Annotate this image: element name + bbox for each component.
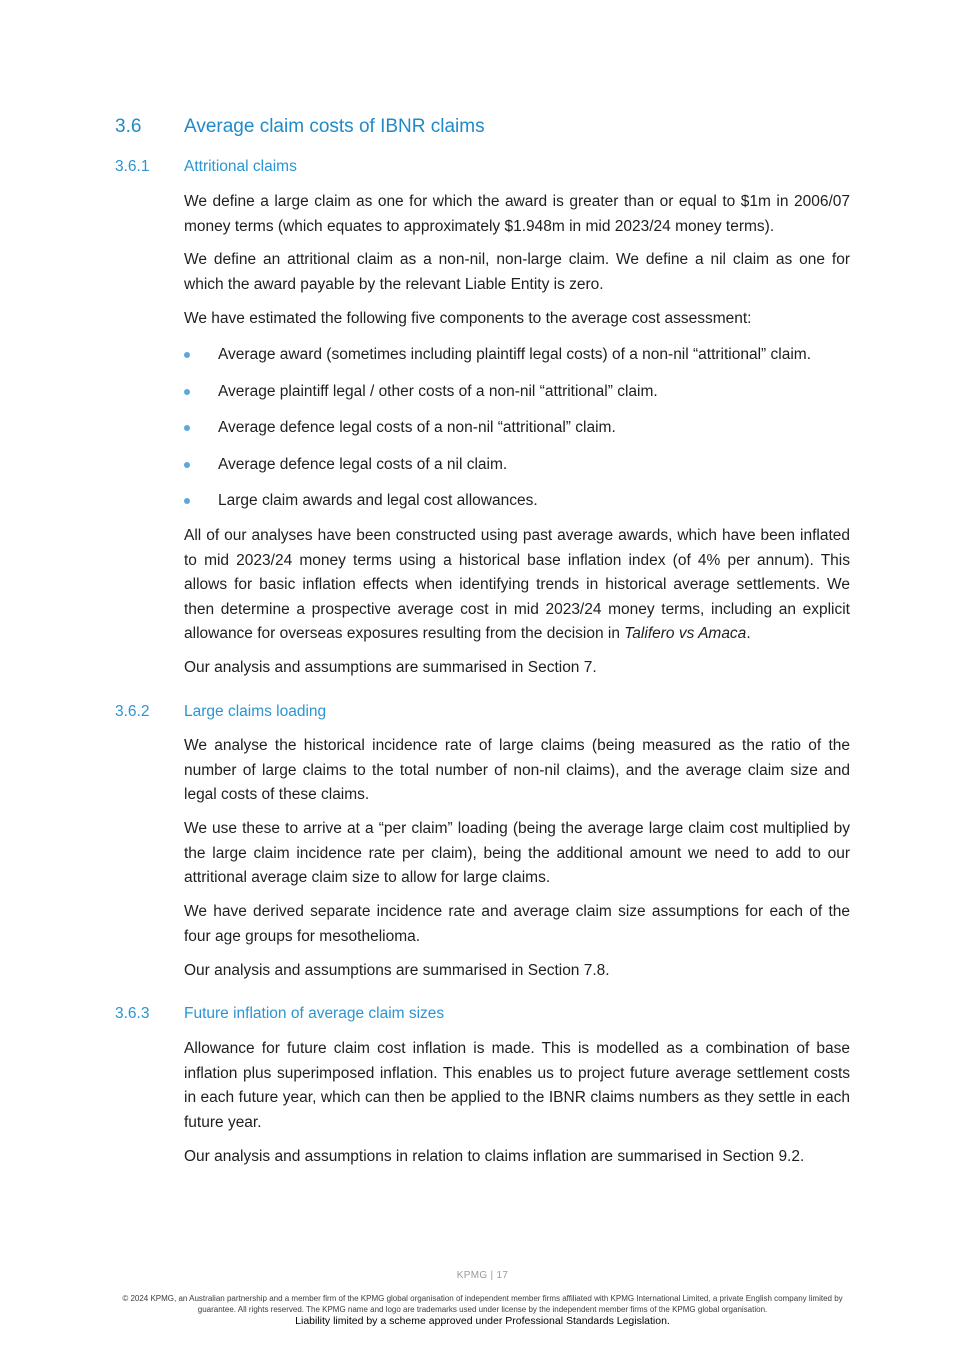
bullet-text: Average defence legal costs of a non-nil “attritional” claim. (218, 419, 616, 436)
copyright-notice: © 2024 KPMG, an Australian partnership and a member firm of the KPMG global organisation of independent member firms affiliated with KPMG International Limited, a private English company limited by guarantee. All rights reserved. The KPMG name and logo are trademarks used under license by the independent member firms of the KPMG global organisation. (122, 1294, 843, 1314)
bullet-text: Average defence legal costs of a nil claim. (218, 456, 508, 473)
bullet-text: Average award (sometimes including plaintiff legal costs) of a non-nil “attritional” claim. (218, 346, 812, 363)
paragraph-summary-ref: Our analysis and assumptions are summarised in Section 7. (184, 659, 597, 676)
paragraph-age-groups: We have derived separate incidence rate and average claim size assumptions for each of the four age groups for mesothelioma. (184, 903, 850, 945)
subsection-heading-inflation (115, 1005, 875, 1027)
paragraph-future-inflation: Allowance for future claim cost inflation is made. This is modelled as a combination of base inflation plus superimposed inflation. This enables us to project future average settlement costs in each future year, which can then be applied to the IBNR claims numbers as they settle in each future year. (184, 1040, 850, 1131)
section-title: Average claim costs of IBNR claims (184, 116, 485, 137)
subsection-heading-large-claims (115, 703, 875, 725)
subsection-title: Large claims loading (184, 703, 327, 720)
paragraph-analyses-method (184, 524, 850, 647)
bullet-item (184, 417, 874, 439)
bullet-text: Average plaintiff legal / other costs of a non-nil “attritional” claim. (218, 383, 658, 400)
subsection-number: 3.6.3 (115, 1005, 150, 1022)
bullet-item (184, 454, 874, 476)
paragraph-large-claim-definition: We define a large claim as one for which the award is greater than or equal to $1m in 2006/07 money terms (which equates to approximately $1.948m in mid 2023/24 money terms). (184, 193, 850, 235)
paragraph-summary-ref: Our analysis and assumptions in relation to claims inflation are summarised in Section 9.2. (184, 1148, 805, 1165)
subsection-title: Attritional claims (184, 158, 297, 175)
liability-notice: Liability limited by a scheme approved under Professional Standards Legislation. (295, 1315, 670, 1327)
paragraph-end: . (746, 625, 751, 642)
paragraph-attritional-definition: We define an attritional claim as a non-nil, non-large claim. We define a nil claim as one for which the award payable by the relevant Liable Entity is zero. (184, 251, 850, 293)
bullet-dot-icon (184, 498, 190, 504)
subsection-title: Future inflation of average claim sizes (184, 1005, 445, 1022)
bullet-text: Large claim awards and legal cost allowances. (218, 492, 538, 509)
bullet-item (184, 344, 874, 366)
bullet-item (184, 490, 874, 512)
bullet-dot-icon (184, 425, 190, 431)
bullet-dot-icon (184, 352, 190, 358)
paragraph-incidence-rate: We analyse the historical incidence rate of large claims (being measured as the ratio of the number of large claims to the total number of non-nil claims), and the average claim size and legal costs of these claims. (184, 737, 850, 803)
paragraph-per-claim-loading: We use these to arrive at a “per claim” loading (being the average large claim cost multiplied by the large claim incidence rate per claim), being the additional amount we need to add to our attritional average claim size to allow for large claims. (184, 820, 850, 886)
bullet-item (184, 381, 874, 403)
bullet-dot-icon (184, 462, 190, 468)
subsection-heading-attritional (115, 158, 875, 180)
section-heading (115, 114, 875, 140)
section-number: 3.6 (115, 116, 142, 137)
paragraph-components-intro: We have estimated the following five components to the average cost assessment: (184, 310, 752, 327)
subsection-number: 3.6.1 (115, 158, 150, 175)
page-number: KPMG | 17 (456, 1270, 509, 1281)
paragraph-analyses-text: All of our analyses have been constructed using past average awards, which have been inflated to mid 2023/24 money terms using a historical base inflation index (of 4% per annum). This allows for basic inflation effects when identifying trends in historical average settlements. We then determine a prospective average cost in mid 2023/24 money terms, including an explicit allowance for overseas exposures resulting from the decision in (184, 527, 850, 642)
bullet-dot-icon (184, 389, 190, 395)
paragraph-summary-ref: Our analysis and assumptions are summarised in Section 7.8. (184, 962, 610, 979)
case-name: Talifero vs Amaca (624, 625, 747, 642)
subsection-number: 3.6.2 (115, 703, 150, 720)
